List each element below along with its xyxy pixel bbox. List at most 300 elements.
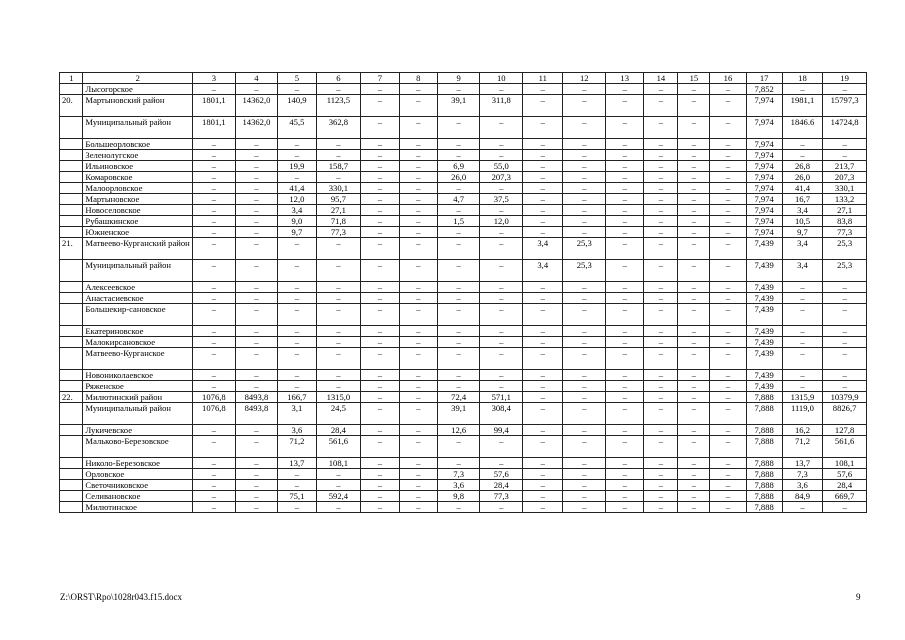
value-cell: – <box>316 84 361 95</box>
value-cell: – <box>678 480 710 491</box>
value-cell: – <box>678 502 710 513</box>
value-cell: – <box>235 304 278 326</box>
value-cell: – <box>644 436 678 458</box>
value-cell: – <box>523 348 563 370</box>
value-cell: 7,888 <box>746 469 782 480</box>
value-cell: – <box>235 139 278 150</box>
value-cell: – <box>361 348 399 370</box>
value-cell: – <box>361 95 399 117</box>
column-header-2: 2 <box>83 73 193 84</box>
value-cell: 26,0 <box>437 172 480 183</box>
value-cell: – <box>678 436 710 458</box>
value-cell: – <box>235 370 278 381</box>
value-cell: 7,974 <box>746 194 782 205</box>
value-cell: – <box>480 370 523 381</box>
value-cell: – <box>678 260 710 282</box>
value-cell: – <box>563 458 606 469</box>
value-cell: – <box>710 469 746 480</box>
row-number-cell <box>60 337 83 348</box>
row-number-cell <box>60 381 83 392</box>
value-cell: – <box>644 194 678 205</box>
value-cell: 19,9 <box>278 161 316 172</box>
value-cell: – <box>480 260 523 282</box>
value-cell: 7,3 <box>437 469 480 480</box>
value-cell: 24,5 <box>316 403 361 425</box>
value-cell: – <box>361 337 399 348</box>
value-cell: – <box>644 172 678 183</box>
value-cell: – <box>480 293 523 304</box>
value-cell: 12,6 <box>437 425 480 436</box>
table-row <box>60 238 867 260</box>
row-number-cell <box>60 117 83 139</box>
value-cell: – <box>437 238 480 260</box>
row-number-cell <box>60 326 83 337</box>
value-cell: – <box>361 84 399 95</box>
value-cell: 140,9 <box>278 95 316 117</box>
value-cell: 55,0 <box>480 161 523 172</box>
settlement-name-cell: Лысогорское <box>83 84 193 95</box>
table-row <box>60 282 867 293</box>
table-row <box>60 469 867 480</box>
value-cell: – <box>823 337 867 348</box>
value-cell: – <box>563 491 606 502</box>
value-cell: – <box>399 260 437 282</box>
value-cell: – <box>563 95 606 117</box>
value-cell: – <box>678 392 710 403</box>
value-cell: – <box>644 458 678 469</box>
value-cell: – <box>644 95 678 117</box>
value-cell: – <box>523 95 563 117</box>
value-cell: – <box>644 183 678 194</box>
table-body <box>60 84 867 513</box>
value-cell: – <box>678 227 710 238</box>
row-number-cell <box>60 403 83 425</box>
value-cell: – <box>678 381 710 392</box>
value-cell: – <box>606 403 644 425</box>
value-cell: 330,1 <box>316 183 361 194</box>
settlement-name-cell: Зеленолугское <box>83 150 193 161</box>
value-cell: – <box>678 282 710 293</box>
row-number-cell <box>60 370 83 381</box>
value-cell: – <box>782 84 822 95</box>
value-cell: – <box>193 469 236 480</box>
value-cell: – <box>523 370 563 381</box>
row-number-cell <box>60 348 83 370</box>
row-number-cell <box>60 194 83 205</box>
table-row <box>60 260 867 282</box>
value-cell: – <box>316 502 361 513</box>
value-cell: – <box>606 117 644 139</box>
value-cell: – <box>678 117 710 139</box>
value-cell: – <box>399 139 437 150</box>
value-cell: – <box>606 95 644 117</box>
value-cell: – <box>193 161 236 172</box>
value-cell: – <box>563 304 606 326</box>
value-cell: 1801,1 <box>193 95 236 117</box>
value-cell: – <box>235 502 278 513</box>
value-cell: 26,8 <box>782 161 822 172</box>
value-cell: 7,439 <box>746 326 782 337</box>
table-row <box>60 216 867 227</box>
value-cell: – <box>399 117 437 139</box>
value-cell: – <box>678 469 710 480</box>
value-cell: – <box>523 304 563 326</box>
value-cell: – <box>437 502 480 513</box>
value-cell: 1119,0 <box>782 403 822 425</box>
value-cell: – <box>361 480 399 491</box>
value-cell: – <box>823 381 867 392</box>
value-cell: 57,6 <box>823 469 867 480</box>
value-cell: – <box>399 172 437 183</box>
value-cell: – <box>523 84 563 95</box>
value-cell: 71,2 <box>278 436 316 458</box>
value-cell: 83,8 <box>823 216 867 227</box>
value-cell: – <box>278 282 316 293</box>
row-number-cell <box>60 480 83 491</box>
value-cell: – <box>782 502 822 513</box>
value-cell: 1315,9 <box>782 392 822 403</box>
value-cell: – <box>361 227 399 238</box>
value-cell: – <box>480 205 523 216</box>
value-cell: – <box>399 183 437 194</box>
value-cell: – <box>361 469 399 480</box>
table-row <box>60 139 867 150</box>
value-cell: – <box>399 392 437 403</box>
value-cell: – <box>644 469 678 480</box>
value-cell: – <box>361 260 399 282</box>
column-header-18: 18 <box>782 73 822 84</box>
value-cell: – <box>782 282 822 293</box>
value-cell: 7,888 <box>746 491 782 502</box>
value-cell: – <box>523 150 563 161</box>
value-cell: – <box>644 238 678 260</box>
value-cell: – <box>678 172 710 183</box>
value-cell: – <box>644 392 678 403</box>
value-cell: 12,0 <box>278 194 316 205</box>
value-cell: – <box>235 183 278 194</box>
value-cell: 7,888 <box>746 425 782 436</box>
value-cell: – <box>235 205 278 216</box>
value-cell: – <box>710 480 746 491</box>
settlement-name-cell: Малоорловское <box>83 183 193 194</box>
value-cell: – <box>644 326 678 337</box>
row-number-cell <box>60 172 83 183</box>
value-cell: – <box>823 304 867 326</box>
value-cell: 37,5 <box>480 194 523 205</box>
value-cell: 669,7 <box>823 491 867 502</box>
value-cell: – <box>480 337 523 348</box>
value-cell: – <box>193 381 236 392</box>
value-cell: – <box>523 205 563 216</box>
value-cell: – <box>235 491 278 502</box>
value-cell: – <box>399 84 437 95</box>
value-cell: – <box>523 469 563 480</box>
row-number-cell <box>60 161 83 172</box>
table-row <box>60 150 867 161</box>
value-cell: 7,439 <box>746 260 782 282</box>
value-cell: – <box>563 436 606 458</box>
value-cell: 28,4 <box>823 480 867 491</box>
value-cell: – <box>710 436 746 458</box>
table-row <box>60 326 867 337</box>
value-cell: – <box>606 293 644 304</box>
value-cell: 77,3 <box>480 491 523 502</box>
value-cell: – <box>710 216 746 227</box>
value-cell: – <box>235 84 278 95</box>
value-cell: – <box>823 502 867 513</box>
value-cell: – <box>437 370 480 381</box>
value-cell: – <box>278 293 316 304</box>
value-cell: – <box>563 348 606 370</box>
value-cell: – <box>235 293 278 304</box>
column-header-12: 12 <box>563 73 606 84</box>
value-cell: 127,8 <box>823 425 867 436</box>
value-cell: – <box>644 227 678 238</box>
value-cell: – <box>278 84 316 95</box>
value-cell: 9,0 <box>278 216 316 227</box>
value-cell: – <box>606 183 644 194</box>
value-cell: – <box>563 172 606 183</box>
value-cell: – <box>563 161 606 172</box>
value-cell: – <box>563 425 606 436</box>
value-cell: – <box>606 491 644 502</box>
value-cell: 7,888 <box>746 502 782 513</box>
settlement-name-cell: Мальково-Березовское <box>83 436 193 458</box>
row-number-cell: 20. <box>60 95 83 117</box>
value-cell: 9,7 <box>782 227 822 238</box>
value-cell: – <box>480 150 523 161</box>
value-cell: – <box>361 194 399 205</box>
value-cell: – <box>361 293 399 304</box>
value-cell: – <box>606 260 644 282</box>
value-cell: 3,4 <box>782 238 822 260</box>
value-cell: – <box>823 84 867 95</box>
value-cell: 7,439 <box>746 348 782 370</box>
column-header-15: 15 <box>678 73 710 84</box>
value-cell: – <box>563 139 606 150</box>
value-cell: – <box>710 84 746 95</box>
value-cell: – <box>235 260 278 282</box>
value-cell: – <box>193 348 236 370</box>
value-cell: – <box>361 403 399 425</box>
value-cell: – <box>437 117 480 139</box>
value-cell: – <box>710 381 746 392</box>
value-cell: – <box>437 436 480 458</box>
value-cell: 1,5 <box>437 216 480 227</box>
value-cell: – <box>361 458 399 469</box>
value-cell: 207,3 <box>480 172 523 183</box>
value-cell: – <box>193 84 236 95</box>
value-cell: 75,1 <box>278 491 316 502</box>
value-cell: 7,852 <box>746 84 782 95</box>
value-cell: – <box>523 117 563 139</box>
value-cell: 9,7 <box>278 227 316 238</box>
settlement-name-cell: Муниципальный район <box>83 403 193 425</box>
settlement-name-cell: Большеорловское <box>83 139 193 150</box>
value-cell: – <box>361 117 399 139</box>
value-cell: – <box>606 458 644 469</box>
value-cell: – <box>399 95 437 117</box>
row-number-cell <box>60 293 83 304</box>
value-cell: – <box>399 480 437 491</box>
value-cell: – <box>644 480 678 491</box>
value-cell: – <box>523 194 563 205</box>
value-cell: – <box>235 469 278 480</box>
value-cell: – <box>644 260 678 282</box>
value-cell: – <box>710 117 746 139</box>
value-cell: 13,7 <box>278 458 316 469</box>
value-cell: – <box>644 282 678 293</box>
value-cell: – <box>563 216 606 227</box>
value-cell: – <box>678 293 710 304</box>
value-cell: – <box>606 502 644 513</box>
value-cell: 10379,9 <box>823 392 867 403</box>
value-cell: – <box>644 502 678 513</box>
value-cell: 1981,1 <box>782 95 822 117</box>
row-number-cell <box>60 469 83 480</box>
value-cell: – <box>480 282 523 293</box>
value-cell: 7,439 <box>746 370 782 381</box>
value-cell: – <box>316 293 361 304</box>
value-cell: – <box>437 458 480 469</box>
value-cell: – <box>316 469 361 480</box>
row-number-cell <box>60 491 83 502</box>
value-cell: – <box>193 436 236 458</box>
value-cell: – <box>193 480 236 491</box>
value-cell: – <box>710 304 746 326</box>
value-cell: 8493,8 <box>235 392 278 403</box>
value-cell: – <box>710 238 746 260</box>
value-cell: – <box>523 326 563 337</box>
value-cell: 7,974 <box>746 150 782 161</box>
value-cell: 7,974 <box>746 139 782 150</box>
value-cell: – <box>278 172 316 183</box>
value-cell: 1123,5 <box>316 95 361 117</box>
table-row <box>60 172 867 183</box>
column-header-4: 4 <box>235 73 278 84</box>
value-cell: – <box>710 95 746 117</box>
value-cell: 311,8 <box>480 95 523 117</box>
value-cell: – <box>710 326 746 337</box>
value-cell: 1076,8 <box>193 403 236 425</box>
column-header-10: 10 <box>480 73 523 84</box>
value-cell: – <box>678 491 710 502</box>
value-cell: – <box>523 403 563 425</box>
value-cell: – <box>480 436 523 458</box>
value-cell: – <box>480 348 523 370</box>
row-number-cell <box>60 458 83 469</box>
value-cell: – <box>710 227 746 238</box>
value-cell: – <box>606 425 644 436</box>
value-cell: – <box>678 370 710 381</box>
table-row <box>60 348 867 370</box>
value-cell: – <box>361 216 399 227</box>
value-cell: 3,4 <box>278 205 316 216</box>
value-cell: – <box>316 172 361 183</box>
value-cell: – <box>782 150 822 161</box>
value-cell: – <box>563 84 606 95</box>
value-cell: – <box>399 469 437 480</box>
value-cell: – <box>235 282 278 293</box>
value-cell: – <box>823 293 867 304</box>
value-cell: – <box>710 337 746 348</box>
row-number-cell <box>60 282 83 293</box>
value-cell: – <box>437 205 480 216</box>
value-cell: – <box>361 326 399 337</box>
value-cell: – <box>399 293 437 304</box>
settlement-name-cell: Южненское <box>83 227 193 238</box>
value-cell: 3,6 <box>278 425 316 436</box>
value-cell: 3,6 <box>782 480 822 491</box>
value-cell: – <box>316 337 361 348</box>
table-row <box>60 95 867 117</box>
value-cell: 39,1 <box>437 403 480 425</box>
value-cell: – <box>606 150 644 161</box>
value-cell: – <box>193 260 236 282</box>
value-cell: 16,2 <box>782 425 822 436</box>
value-cell: – <box>361 381 399 392</box>
value-cell: 25,3 <box>823 238 867 260</box>
value-cell: 3,4 <box>523 238 563 260</box>
column-header-8: 8 <box>399 73 437 84</box>
value-cell: – <box>523 139 563 150</box>
value-cell: – <box>710 293 746 304</box>
value-cell: 14724,8 <box>823 117 867 139</box>
value-cell: 7,888 <box>746 480 782 491</box>
value-cell: – <box>193 304 236 326</box>
value-cell: – <box>563 194 606 205</box>
settlement-name-cell: Матвеево-Курганский район <box>83 238 193 260</box>
value-cell: – <box>563 480 606 491</box>
value-cell: – <box>193 491 236 502</box>
value-cell: – <box>437 337 480 348</box>
value-cell: – <box>193 502 236 513</box>
value-cell: – <box>193 172 236 183</box>
value-cell: – <box>235 326 278 337</box>
value-cell: – <box>644 150 678 161</box>
value-cell: – <box>678 183 710 194</box>
row-number-cell <box>60 139 83 150</box>
value-cell: – <box>235 194 278 205</box>
value-cell: – <box>437 84 480 95</box>
value-cell: 7,439 <box>746 238 782 260</box>
value-cell: – <box>823 326 867 337</box>
value-cell: 9,8 <box>437 491 480 502</box>
value-cell: – <box>678 403 710 425</box>
value-cell: – <box>361 161 399 172</box>
value-cell: – <box>480 117 523 139</box>
row-number-cell <box>60 260 83 282</box>
value-cell: – <box>523 392 563 403</box>
value-cell: – <box>361 183 399 194</box>
column-header-6: 6 <box>316 73 361 84</box>
value-cell: 16,7 <box>782 194 822 205</box>
value-cell: – <box>399 150 437 161</box>
value-cell: 330,1 <box>823 183 867 194</box>
value-cell: – <box>823 282 867 293</box>
value-cell: 28,4 <box>480 480 523 491</box>
value-cell: 571,1 <box>480 392 523 403</box>
value-cell: – <box>644 348 678 370</box>
value-cell: – <box>678 216 710 227</box>
value-cell: – <box>316 381 361 392</box>
value-cell: 1076,8 <box>193 392 236 403</box>
value-cell: – <box>193 326 236 337</box>
value-cell: – <box>606 227 644 238</box>
value-cell: – <box>235 161 278 172</box>
table-row <box>60 304 867 326</box>
value-cell: – <box>399 304 437 326</box>
